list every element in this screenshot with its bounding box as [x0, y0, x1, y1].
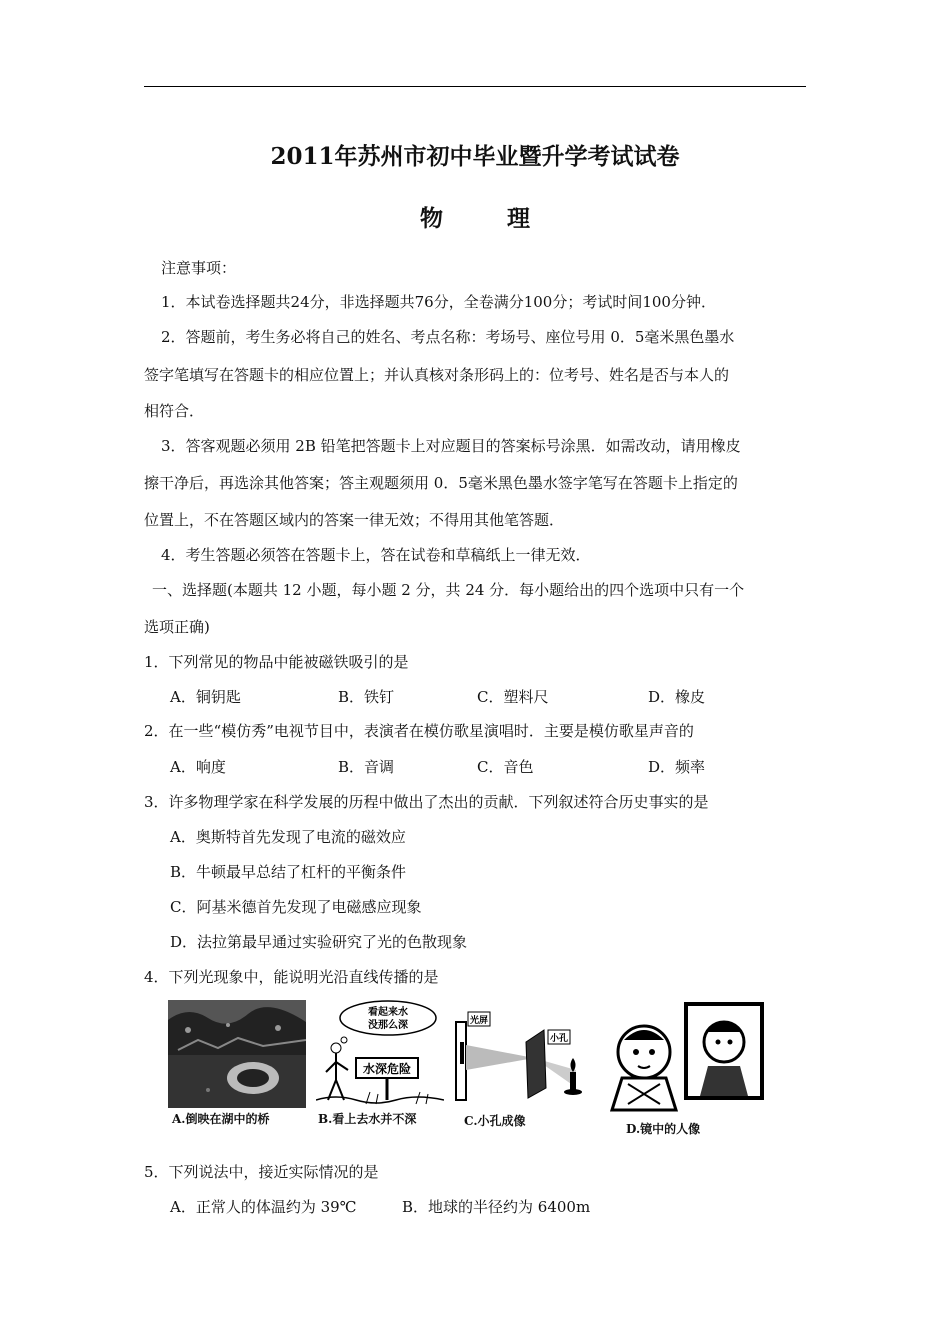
question-1-stem: 1．下列常见的物品中能被磁铁吸引的是 — [144, 653, 409, 671]
question-1-option-a: A．铜钥匙 — [170, 688, 241, 706]
question-3-stem: 3．许多物理学家在科学发展的历程中做出了杰出的贡献．下列叙述符合历史事实的是 — [144, 793, 709, 811]
figure-caption-a: A.倒映在湖中的桥 — [172, 1112, 270, 1126]
exam-subject: 物 理 — [419, 205, 558, 232]
question-5-option-b: B．地球的半径约为 6400m — [402, 1198, 591, 1216]
figure-caption-b: B.看上去水并不深 — [318, 1112, 417, 1126]
question-2-option-b: B．音调 — [338, 758, 395, 776]
question-2-stem: 2．在一些“模仿秀”电视节目中，表演者在模仿歌星演唱时．主要是模仿歌星声音的 — [144, 722, 694, 740]
note-line-5: 3．答客观题必须用 2B 铅笔把答题卡上对应题目的答案标号涂黑．如需改动，请用橡皮 — [161, 437, 741, 455]
screen-label: 光屏 — [469, 1016, 489, 1026]
question-2-option-a: A．响度 — [170, 758, 226, 776]
note-line-8: 4．考生答题必须答在答题卡上，答在试卷和草稿纸上一律无效． — [161, 546, 591, 564]
notes-heading: 注意事项： — [161, 259, 237, 277]
question-3-option-a: A．奥斯特首先发现了电流的磁效应 — [170, 828, 406, 846]
note-line-3: 签字笔填写在答题卡的相应位置上；并认真核对条形码上的：位考号、姓名是否与本人的 — [144, 366, 730, 384]
bridge-reflection-image — [168, 1000, 306, 1108]
question-3-option-c: C．阿基米德首先发现了电磁感应现象 — [170, 898, 422, 916]
water-depth-image — [316, 1000, 444, 1108]
danger-sign-text: 水深危险 — [362, 1062, 412, 1076]
figure-caption-c: C.小孔成像 — [464, 1114, 526, 1128]
question-5-stem: 5．下列说法中，接近实际情况的是 — [144, 1163, 379, 1181]
question-3-option-d: D．法拉第最早通过实验研究了光的色散现象 — [170, 933, 468, 951]
pinhole-image — [454, 1000, 604, 1108]
question-2-option-c: C．音色 — [477, 758, 534, 776]
figure-caption-d: D.镜中的人像 — [626, 1122, 701, 1136]
question-3-option-b: B．牛顿最早总结了杠杆的平衡条件 — [170, 863, 407, 881]
exam-title: 2011年苏州市初中毕业暨升学考试试卷 — [270, 143, 680, 170]
mirror-image — [608, 1000, 768, 1122]
bubble-line-1: 看起来水 — [368, 1007, 408, 1018]
note-line-2: 2．答题前，考生务必将自己的姓名、考点名称：考场号、座位号用 0．5毫米黑色墨水 — [161, 328, 735, 346]
question-4-figure — [168, 1000, 768, 1140]
question-2-option-d: D．频率 — [648, 758, 706, 776]
section-heading-line1: 一、选择题(本题共 12 小题，每小题 2 分，共 24 分．每小题给出的四个选项中只有一个 — [152, 581, 745, 599]
section-heading-line2: 选项正确) — [144, 618, 210, 636]
note-line-4: 相符合． — [144, 402, 205, 420]
header-rule — [144, 86, 806, 87]
note-line-7: 位置上，不在答题区域内的答案一律无效；不得用其他笔答题． — [144, 511, 565, 529]
hole-label: 小孔 — [549, 1034, 569, 1044]
question-4-stem: 4．下列光现象中，能说明光沿直线传播的是 — [144, 968, 439, 986]
question-1-option-b: B．铁钉 — [338, 688, 395, 706]
bubble-line-2: 没那么深 — [368, 1020, 408, 1031]
note-line-1: 1．本试卷选择题共24分，非选择题共76分，全卷满分100分；考试时间100分钟． — [161, 293, 716, 311]
question-1-option-c: C．塑料尺 — [477, 688, 549, 706]
note-line-6: 擦干净后，再选涂其他答案；答主观题须用 0．5毫米黑色墨水签字笔写在答题卡上指定的 — [144, 474, 738, 492]
question-5-option-a: A．正常人的体温约为 39℃ — [170, 1198, 357, 1216]
question-1-option-d: D．橡皮 — [648, 688, 706, 706]
